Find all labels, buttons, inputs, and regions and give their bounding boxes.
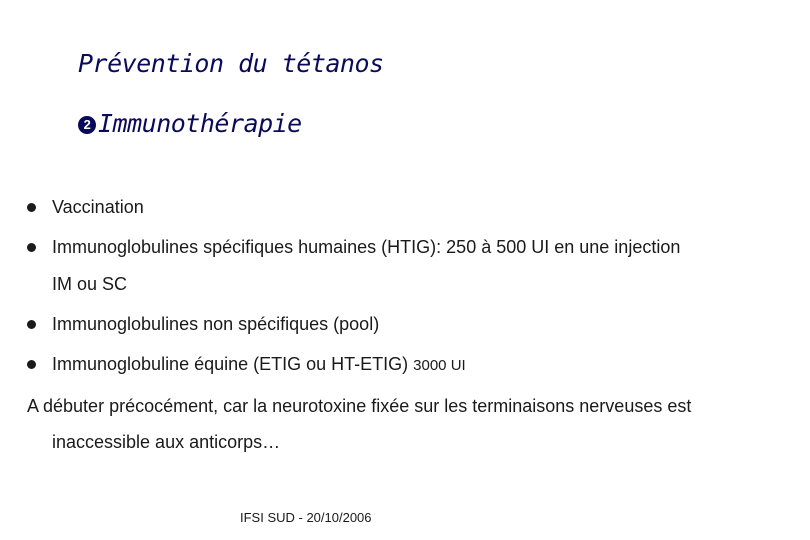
subtitle-text: Immunothérapie — [98, 109, 302, 138]
paragraph-line-1: A débuter précocément, car la neurotoxine fixée sur les terminaisons nerveuses est — [27, 396, 692, 416]
bullet-continuation: IM ou SC — [52, 274, 128, 294]
slide-title: Prévention du tétanos — [78, 49, 384, 78]
slide-subtitle — [78, 109, 302, 138]
bullet-dot-icon — [27, 360, 36, 369]
bullet-dot-icon — [27, 203, 36, 212]
bullet-dot-icon — [27, 320, 36, 329]
bullet-text: Immunoglobulines spécifiques humaines (HTIG): 250 à 500 UI en une injection — [52, 237, 681, 257]
paragraph-line-2: inaccessible aux anticorps… — [52, 432, 281, 452]
footer: IFSI SUD - 20/10/2006 — [240, 510, 372, 525]
bullet-text — [52, 354, 466, 375]
dose-text: 3000 UI — [413, 357, 466, 374]
bullet-text: Immunoglobulines non spécifiques (pool) — [52, 314, 380, 334]
bullet-text: Vaccination — [52, 197, 144, 217]
bullet-dot-icon — [27, 243, 36, 252]
bullet-main-text: Immunoglobuline équine (ETIG ou HT-ETIG) — [52, 354, 414, 374]
number-2-icon: 2 — [78, 116, 96, 134]
